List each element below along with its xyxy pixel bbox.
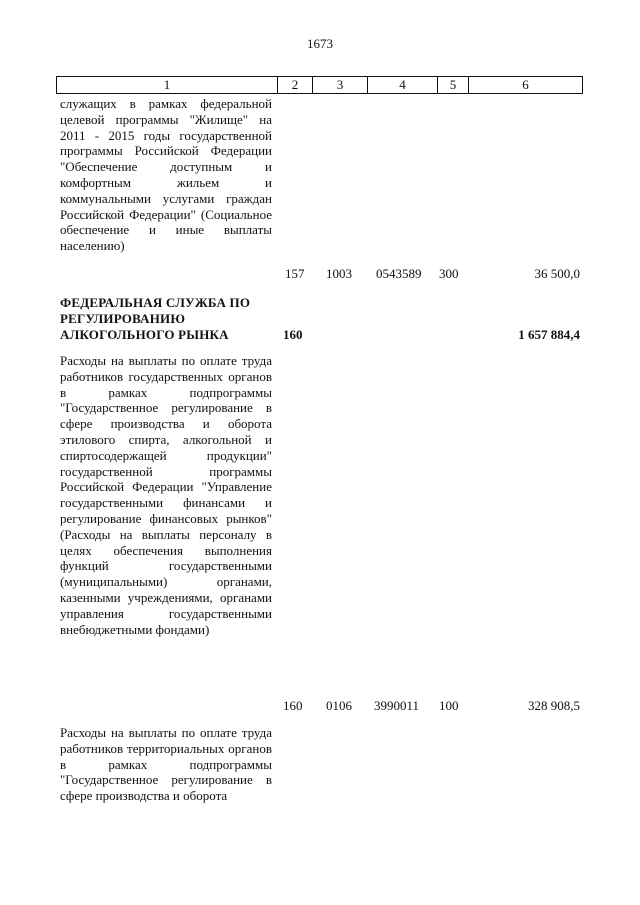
row-2-col6: 1 657 884,4 — [518, 327, 580, 342]
row-1-col4: 0543589 — [376, 266, 422, 281]
page-number: 1673 — [307, 36, 333, 51]
header-cell-6: 6 — [522, 77, 529, 92]
row-1-col3: 1003 — [326, 266, 352, 281]
header-cell-3: 3 — [313, 77, 368, 93]
row-3-col3: 0106 — [326, 698, 352, 713]
table-header-row — [56, 76, 583, 94]
row-1-col2: 157 — [285, 266, 305, 281]
header-cell-2: 2 — [278, 77, 313, 93]
row-1-description: служащих в рамках федеральной целевой программы "Жилище" на 2011 - 2015 годы государственной программы Российской Федерации "Обеспечение доступным и комфортным жильем и коммунальными услугами граждан Российской Федерации" (Социальное обеспечение и иные выплаты населению) — [60, 96, 272, 254]
header-cell-5: 5 — [438, 77, 469, 93]
row-3-col5: 100 — [439, 698, 459, 713]
row-3-description: Расходы на выплаты по оплате труда работников государственных органов в рамках подпрограммы "Государственное регулирование в сфере производства и оборота этилового спирта, алкогольной и спиртосодержащей продукции" государственной программы Российской Федерации "Управление государственными финансами и регулирование финансовых рынков" (Расходы на выплаты персоналу в целях обеспечения выполнения функций государственными (муниципальными) органами, казенными учреждениями, органами управления государственными внебюджетными фондами) — [60, 353, 272, 637]
row-3-col6: 328 908,5 — [528, 698, 580, 713]
row-1-col6: 36 500,0 — [534, 266, 580, 281]
row-2-col2: 160 — [283, 327, 303, 342]
row-3-col4: 3990011 — [374, 698, 420, 713]
agency-heading: ФЕДЕРАЛЬНАЯ СЛУЖБА ПО РЕГУЛИРОВАНИЮ АЛКОГОЛЬНОГО РЫНКА — [60, 295, 251, 342]
row-3-col2: 160 — [283, 698, 303, 713]
row-4-description: Расходы на выплаты по оплате труда работников территориальных органов в рамках подпрограммы "Государственное регулирование в сфере производства и оборота — [60, 725, 272, 804]
header-cell-4: 4 — [368, 77, 438, 93]
row-1-col5: 300 — [439, 266, 459, 281]
header-cell-1: 1 — [57, 77, 278, 93]
